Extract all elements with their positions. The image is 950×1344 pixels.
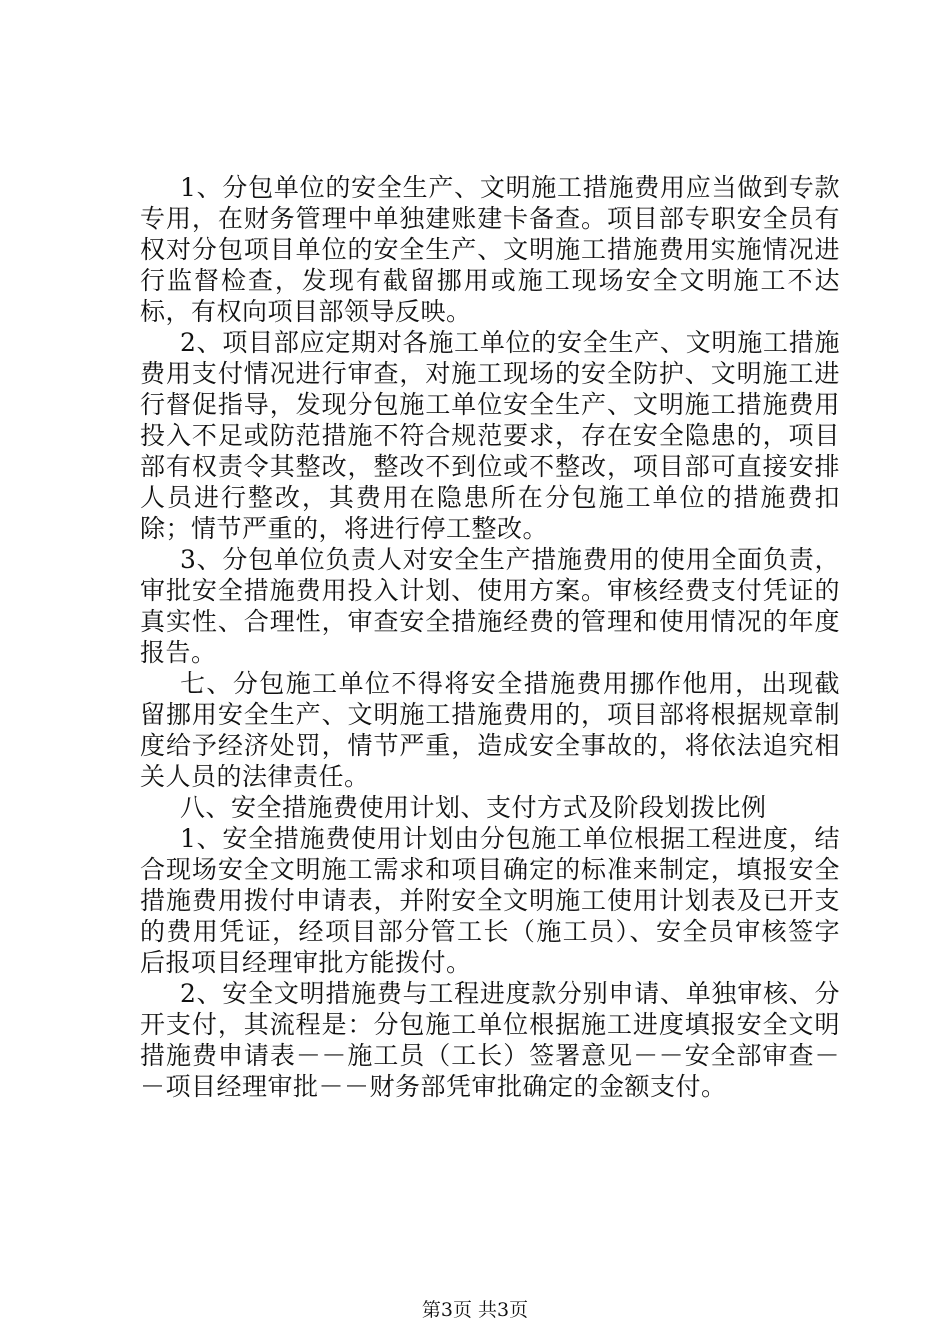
page-footer: 第3页 共3页: [421, 1299, 529, 1321]
document-body: [140, 172, 840, 1102]
paragraph-usage-plan: 1、安全措施费使用计划由分包施工单位根据工程进度，结合现场安全文明施工需求和项目确定的标准来制定，填报安全措施费用拨付申请表，并附安全文明施工使用计划表及已开支的费用凭证，经项目部分管工长（施工员）、安全员审核签字后报项目经理审批方能拨付。: [140, 824, 840, 977]
paragraph-subcontract-fund-use: 1、分包单位的安全生产、文明施工措施费用应当做到专款专用，在财务管理中单独建账建卡备查。项目部专职安全员有权对分包项目单位的安全生产、文明施工措施费用实施情况进行监督检查，发现有截留挪用或施工现场安全文明施工不达标，有权向项目部领导反映。: [140, 173, 840, 326]
section-heading-eight: 八、安全措施费使用计划、支付方式及阶段划拨比例: [180, 793, 767, 822]
paragraph-responsible-person: 3、分包单位负责人对安全生产措施费用的使用全面负责，审批安全措施费用投入计划、使用方案。审核经费支付凭证的真实性、合理性，审查安全措施经费的管理和使用情况的年度报告。: [140, 545, 840, 667]
paragraph-payment-process: 2、安全文明措施费与工程进度款分别申请、单独审核、分开支付，其流程是：分包施工单位根据施工进度填报安全文明措施费申请表－－施工员（工长）签署意见－－安全部审查－－项目经理审批－－财务部凭审批确定的金额支付。: [140, 979, 840, 1101]
paragraph-project-review: 2、项目部应定期对各施工单位的安全生产、文明施工措施费用支付情况进行审查，对施工现场的安全防护、文明施工进行督促指导，发现分包施工单位安全生产、文明施工措施费用投入不足或防范措施不符合规范要求，存在安全隐患的，项目部有权责令其整改，整改不到位或不整改，项目部可直接安排人员进行整改，其费用在隐患所在分包施工单位的措施费扣除；情节严重的，将进行停工整改。: [140, 328, 840, 543]
paragraph-section-seven: 七、分包施工单位不得将安全措施费用挪作他用，出现截留挪用安全生产、文明施工措施费用的，项目部将根据规章制度给予经济处罚，情节严重，造成安全事故的，将依法追究相关人员的法律责任。: [140, 669, 840, 791]
